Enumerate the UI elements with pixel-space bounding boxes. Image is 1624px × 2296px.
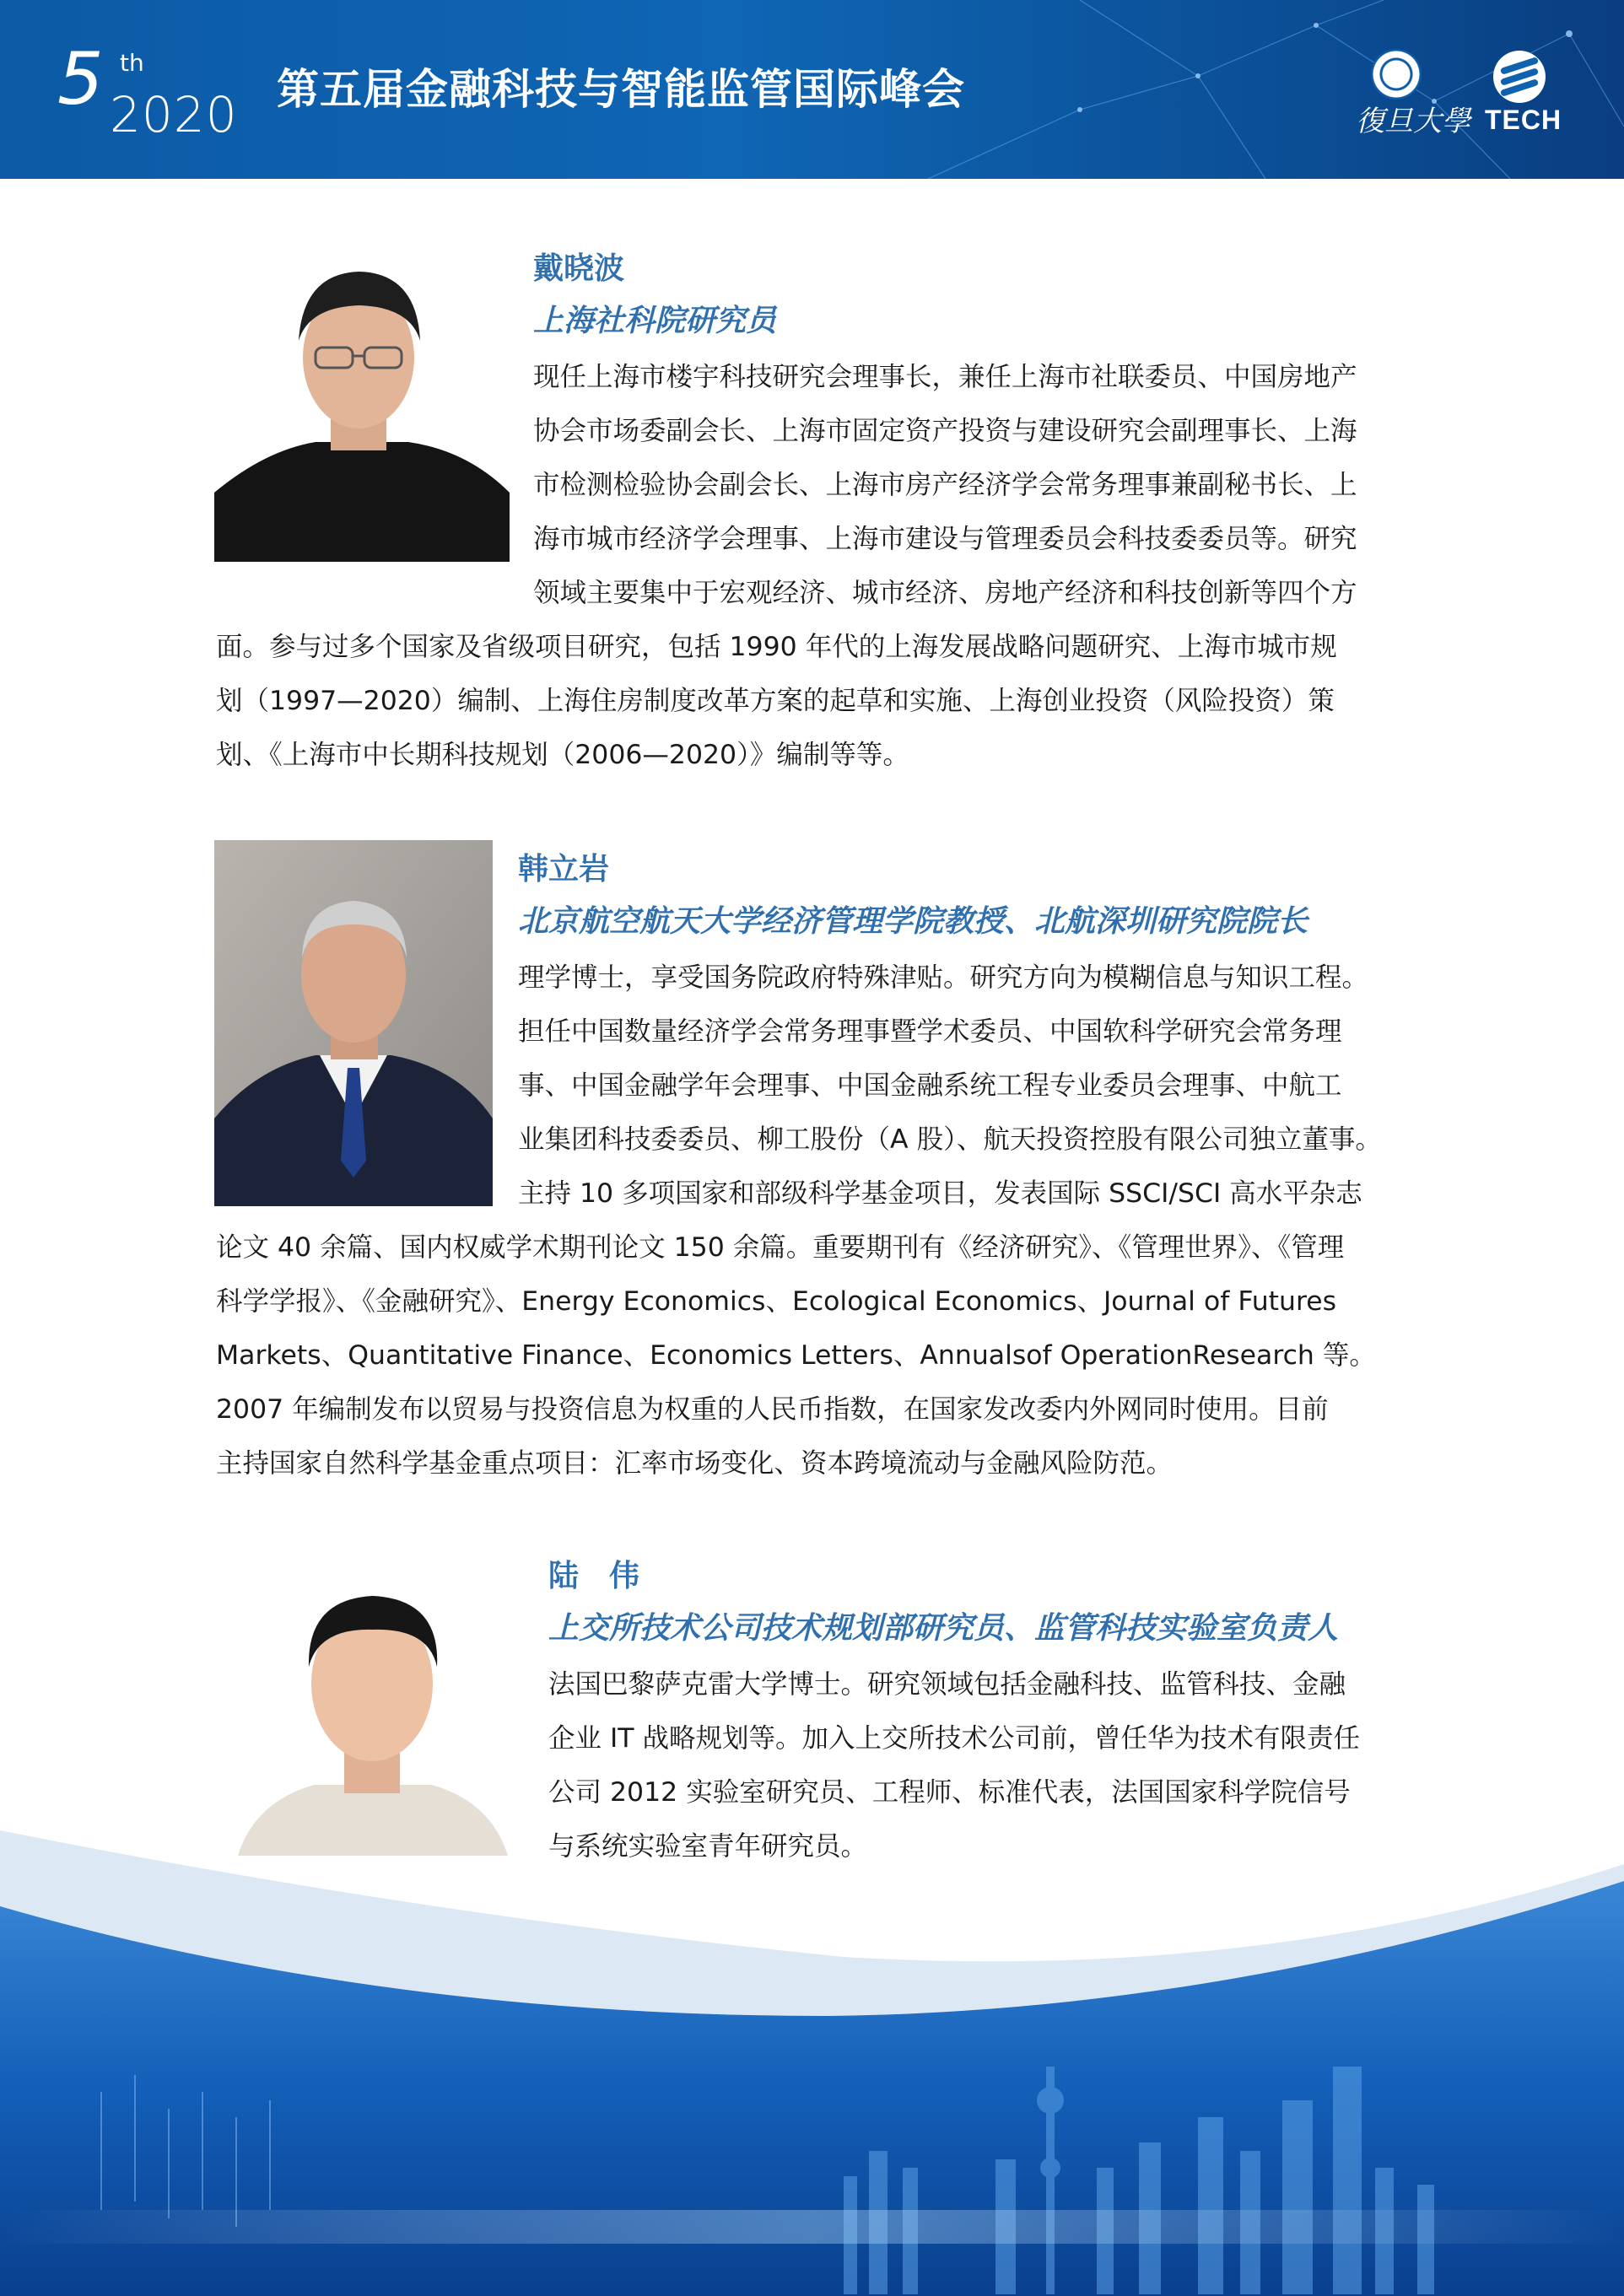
speaker-name: 陆 伟 [548, 1559, 640, 1593]
bio-line: 科学学报》、《金融研究》、Energy Economics、Ecological Economics、Journal of Futures [216, 1286, 1337, 1317]
fudan-seal-icon [1371, 49, 1422, 100]
logo-superscript: th [120, 49, 144, 77]
bio-line: 市检测检验协会副会长、上海市房产经济学会常务理事兼副秘书长、上 [533, 470, 1357, 500]
bio-line: 担任中国数量经济学会常务理事暨学术委员、中国软科学研究会常务理 [518, 1016, 1342, 1047]
bio-line: 2007 年编制发布以贸易与投资信息为权重的人民币指数，在国家发改委内外网同时使用。目前 [216, 1394, 1329, 1425]
bio-line: 公司 2012 实验室研究员、工程师、标准代表，法国国家科学院信号 [548, 1777, 1351, 1808]
bio-line: 论文 40 余篇、国内权威学术期刊论文 150 余篇。重要期刊有《经济研究》、《管理世界》、《管理 [216, 1232, 1345, 1263]
speaker-photo-lu-wei [221, 1557, 523, 1856]
tech-logo-text: TECH [1485, 105, 1562, 135]
speaker-role: 上交所技术公司技术规划部研究员、监管科技实验室负责人 [548, 1611, 1339, 1646]
speaker-name: 戴晓波 [533, 251, 625, 286]
fudan-university-logo: 復旦大學 [1356, 105, 1470, 138]
bio-line: 法国巴黎萨克雷大学博士。研究领域包括金融科技、监管科技、金融 [548, 1669, 1346, 1700]
speaker-photo-dai-xiaobo [214, 240, 510, 562]
bio-line: 面。参与过多个国家及省级项目研究，包括 1990 年代的上海发展战略问题研究、上海市城市规 [216, 632, 1337, 662]
bio-line: 海市城市经济学会理事、上海市建设与管理委员会科技委委员等。研究 [533, 524, 1357, 554]
conference-5th-logo [54, 37, 248, 143]
bio-line: 与系统实验室青年研究员。 [548, 1831, 868, 1862]
bio-line: 主持国家自然科学基金重点项目：汇率市场变化、资本跨境流动与金融风险防范。 [216, 1448, 1173, 1479]
logo-number: 5 [57, 37, 104, 121]
tech-logo-icon [1493, 51, 1546, 103]
bio-line: 协会市场委副会长、上海市固定资产投资与建设研究会副理事长、上海 [533, 416, 1357, 446]
bio-line: 主持 10 多项国家和部级科学基金项目，发表国际 SSCI/SCI 高水平杂志 [518, 1178, 1362, 1209]
bio-line: 划、《上海市中长期科技规划（2006—2020）》编制等等。 [216, 740, 909, 770]
header-banner [0, 0, 1624, 179]
bio-line: 领域主要集中于宏观经济、城市经济、房地产经济和科技创新等四个方 [533, 578, 1357, 608]
bio-line: 现任上海市楼宇科技研究会理事长，兼任上海市社联委员、中国房地产 [533, 362, 1357, 392]
speaker-role: 上海社科院研究员 [533, 304, 777, 338]
speaker-role: 北京航空航天大学经济管理学院教授、北航深圳研究院院长 [518, 904, 1308, 939]
footer-skyline-banner [0, 1814, 1624, 2296]
bio-line: Markets、Quantitative Finance、Economics Letters、Annualsof OperationResearch 等。 [216, 1340, 1376, 1371]
speaker-photo-han-liyan [214, 840, 493, 1206]
speaker-name: 韩立岩 [518, 852, 610, 887]
bio-line: 企业 IT 战略规划等。加入上交所技术公司前，曾任华为技术有限责任 [548, 1723, 1361, 1754]
bio-line: 理学博士，享受国务院政府特殊津贴。研究方向为模糊信息与知识工程。 [518, 962, 1369, 993]
bio-line: 划（1997—2020）编制、上海住房制度改革方案的起草和实施、上海创业投资（风险投资）策 [216, 686, 1335, 716]
conference-title: 第五届金融科技与智能监管国际峰会 [277, 65, 965, 114]
logo-year: 2020 [110, 86, 238, 143]
bio-line: 事、中国金融学年会理事、中国金融系统工程专业委员会理事、中航工 [518, 1070, 1342, 1101]
bio-line: 业集团科技委委员、柳工股份（A 股）、航天投资控股有限公司独立董事。 [518, 1124, 1382, 1155]
